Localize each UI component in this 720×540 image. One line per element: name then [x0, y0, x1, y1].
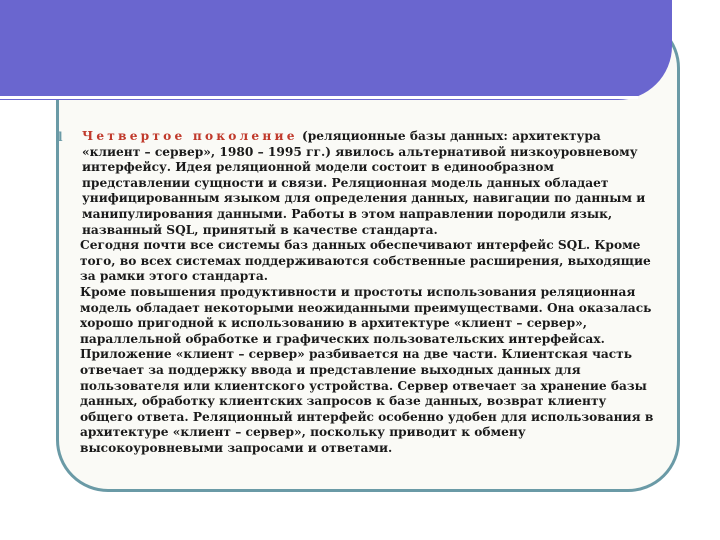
highlight-term: Четвертое поколение: [82, 129, 298, 143]
paragraph-fourth-generation: [60, 129, 660, 238]
paragraph-sql-standard: Сегодня почти все системы баз данных обеспечивают интерфейс SQL. Кроме того, во всех системах поддерживаются собственные расширения, выходящие за рамки этого стандарта.: [80, 238, 651, 284]
title-band: [0, 0, 672, 100]
slide-body: [60, 129, 660, 456]
paragraph-relational-advantages: Кроме повышения продуктивности и простоты использования реляционная модель обладает некоторыми неожиданными преимуществами. Она оказалась хорошо пригодной к использованию в архитектуре «клиент – сервер», параллельной обработке и графических пользовательских интерфейсах. Приложение «клиент – сервер» разбивается на две части. Клиентская часть отвечает за поддержку ввода и представление выходных данных для пользователя или клиентского устройства. Сервер отвечает за хранение базы данных, обработку клиентских запросов к базе данных, возврат клиенту общего ответа. Реляционный интерфейс особенно удобен для использования в архитектуре «клиент – сервер», поскольку приводит к обмену высокоуровневыми запросами и ответами.: [80, 284, 654, 455]
title-divider: [0, 96, 638, 99]
bullet-icon: l: [58, 130, 63, 144]
paragraph-1-text: (реляционные базы данных: архитектура «клиент – сервер», 1980 – 1995 гг.) явилось альтернативой низкоуровневому интерфейсу. Идея реляционной модели состоит в единообразном представлении сущности и связи. Реляционная модель данных обладает унифицированным языком для определения данных, навигации по данным и манипулирования данными. Работы в этом направлении породили язык, названный SQL, принятый в качестве стандарта.: [82, 129, 646, 237]
